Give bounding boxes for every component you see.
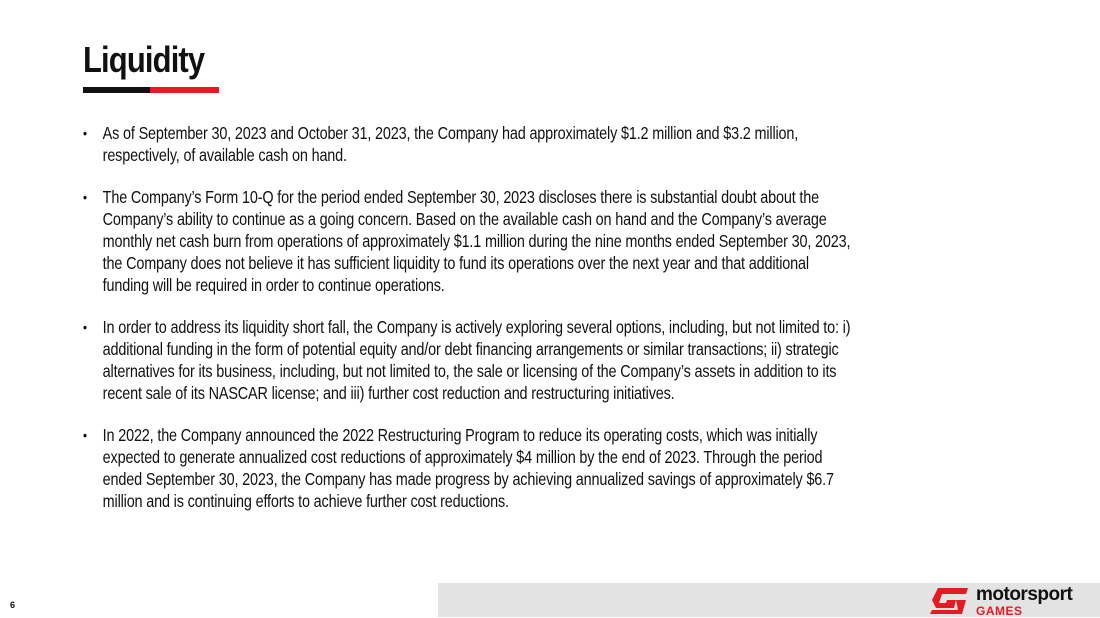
logo-subtitle: GAMES <box>976 604 1023 618</box>
title-underline <box>83 87 219 93</box>
title-underline-red <box>150 87 219 93</box>
motorsport-games-logo-icon <box>930 586 970 616</box>
page-number: 6 <box>10 600 16 610</box>
bullet-item: • In order to address its liquidity short fall, the Company is actively exploring several options, including, but not limited to: i) additional funding in the form of potential equity and/or debt financing arrangements or similar transactions; ii) strategic alternatives for its business, including, but not limited to, the sale or licensing of the Company’s assets in addition to its recent sale of its NASCAR license; and iii) further cost reduction and restructuring initiatives. <box>83 316 851 404</box>
bullet-list <box>83 122 933 532</box>
slide-title: Liquidity <box>83 39 205 80</box>
bullet-item: • The Company’s Form 10-Q for the period ended September 30, 2023 discloses there is substantial doubt about the Company’s ability to continue as a going concern. Based on the available cash on hand and the Company’s average monthly net cash burn from operations of approximately $1.1 million during the nine months ended September 30, 2023, the Company does not believe it has sufficient liquidity to fund its operations over the next year and that additional funding will be required in order to continue operations. <box>83 186 851 296</box>
logo-wordmark: motorsport <box>976 584 1073 605</box>
motorsport-games-logo <box>930 585 1095 617</box>
title-underline-dark <box>83 87 150 93</box>
logo-text <box>976 585 1072 617</box>
bullet-item: • As of September 30, 2023 and October 31, 2023, the Company had approximately $1.2 million and $3.2 million, respectively, of available cash on hand. <box>83 122 851 166</box>
bullet-item: • In 2022, the Company announced the 2022 Restructuring Program to reduce its operating costs, which was initially expected to generate annualized cost reductions of approximately $4 million by the end of 2023. Through the period ended September 30, 2023, the Company has made progress by achieving annualized savings of approximately $6.7 million and is continuing efforts to achieve further cost reductions. <box>83 424 851 512</box>
